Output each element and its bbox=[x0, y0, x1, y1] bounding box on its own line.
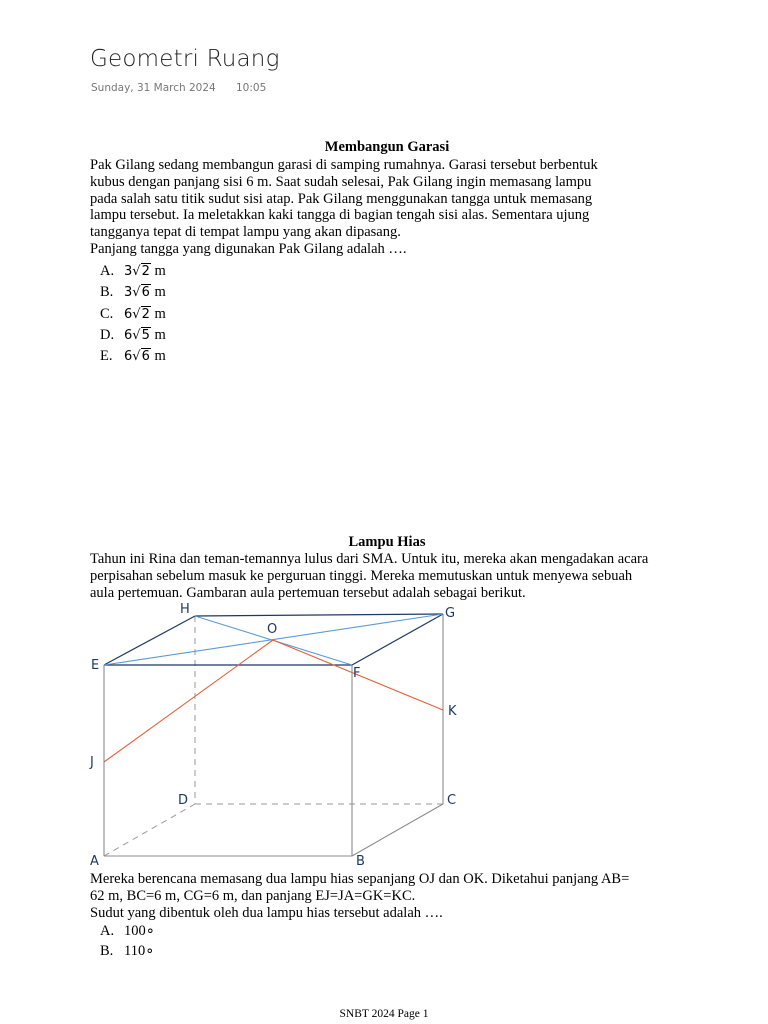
section1-question: Panjang tangga yang digunakan Pak Gilang adalah …. bbox=[90, 240, 407, 257]
section2-line: Tahun ini Rina dan teman-temannya lulus dari SMA. Untuk itu, mereka akan mengadakan acara bbox=[90, 551, 649, 567]
edge-hg bbox=[195, 614, 443, 616]
section1-options bbox=[100, 261, 166, 367]
label-g: G bbox=[445, 606, 456, 621]
section1-line: pada salah satu titik sudut sisi atap. Pak Gilang menggunakan tangga untuk memasang bbox=[90, 190, 593, 207]
edge-ad bbox=[104, 804, 195, 856]
label-e: E bbox=[91, 658, 100, 673]
option-a: A. 3√2 m bbox=[100, 263, 166, 279]
section2-body bbox=[90, 551, 680, 601]
section1-title: Membangun Garasi bbox=[324, 139, 450, 155]
label-d: D bbox=[178, 793, 189, 808]
edge-bc bbox=[352, 804, 443, 856]
label-h: H bbox=[180, 602, 190, 617]
section2-line: aula pertemuan. Gambaran aula pertemuan tersebut adalah sebagai berikut. bbox=[90, 584, 526, 601]
page-footer: SNBT 2024 Page 1 bbox=[339, 1008, 429, 1020]
option-a: A. 100∘ bbox=[100, 923, 155, 939]
section2-after bbox=[90, 871, 680, 921]
label-o: O bbox=[267, 622, 278, 637]
option-e: E. 6√6 m bbox=[100, 348, 166, 365]
section1-line: kubus dengan panjang sisi 6 m. Saat sudah selesai, Pak Gilang ingin memasang lampu bbox=[90, 173, 592, 190]
section1-line: lampu tersebut. Ia meletakkan kaki tangga di bagian tengah sisi alas. Sementara ujung bbox=[90, 207, 590, 224]
hidden-edges bbox=[104, 616, 443, 856]
label-k: K bbox=[448, 704, 457, 719]
label-b: B bbox=[356, 854, 365, 869]
label-j: J bbox=[90, 755, 94, 770]
section1-body bbox=[90, 157, 680, 258]
section2-options bbox=[100, 921, 155, 962]
visible-edges bbox=[104, 614, 443, 856]
section1-line: tangganya tepat di tempat lampu yang akan dipasang. bbox=[90, 224, 401, 241]
cube-figure bbox=[86, 600, 466, 872]
label-c: C bbox=[447, 793, 457, 808]
lamp-lines bbox=[104, 640, 443, 762]
page-title: Geometri Ruang bbox=[90, 46, 280, 72]
section2-after-line: 62 m, BC=6 m, CG=6 m, dan panjang EJ=JA=GK=KC. bbox=[90, 887, 416, 904]
edge-fg bbox=[352, 614, 443, 665]
section1-line: Pak Gilang sedang membangun garasi di samping rumahnya. Garasi tersebut berbentuk bbox=[90, 157, 598, 173]
page-date: Sunday, 31 March 2024 bbox=[91, 82, 216, 94]
option-c: C. 6√2 m bbox=[100, 305, 166, 322]
section2-after-line: Mereka berencana memasang dua lampu hias sepanjang OJ dan OK. Diketahui panjang AB= bbox=[90, 871, 630, 887]
section2-title: Lampu Hias bbox=[348, 534, 426, 550]
section2-question: Sudut yang dibentuk oleh dua lampu hias tersebut adalah …. bbox=[90, 904, 443, 921]
section2-line: perpisahan sebelum masuk ke perguruan tinggi. Mereka memutuskan untuk menyewa sebuah bbox=[90, 567, 633, 584]
label-f: F bbox=[353, 666, 361, 681]
option-b: B. 3√6 m bbox=[100, 284, 166, 301]
option-b: B. 110∘ bbox=[100, 943, 155, 960]
lamp-oj bbox=[104, 640, 273, 762]
cube-diagram bbox=[86, 600, 466, 872]
page-time: 10:05 bbox=[236, 82, 267, 94]
label-a: A bbox=[90, 854, 99, 869]
option-d: D. 6√5 m bbox=[100, 326, 166, 343]
